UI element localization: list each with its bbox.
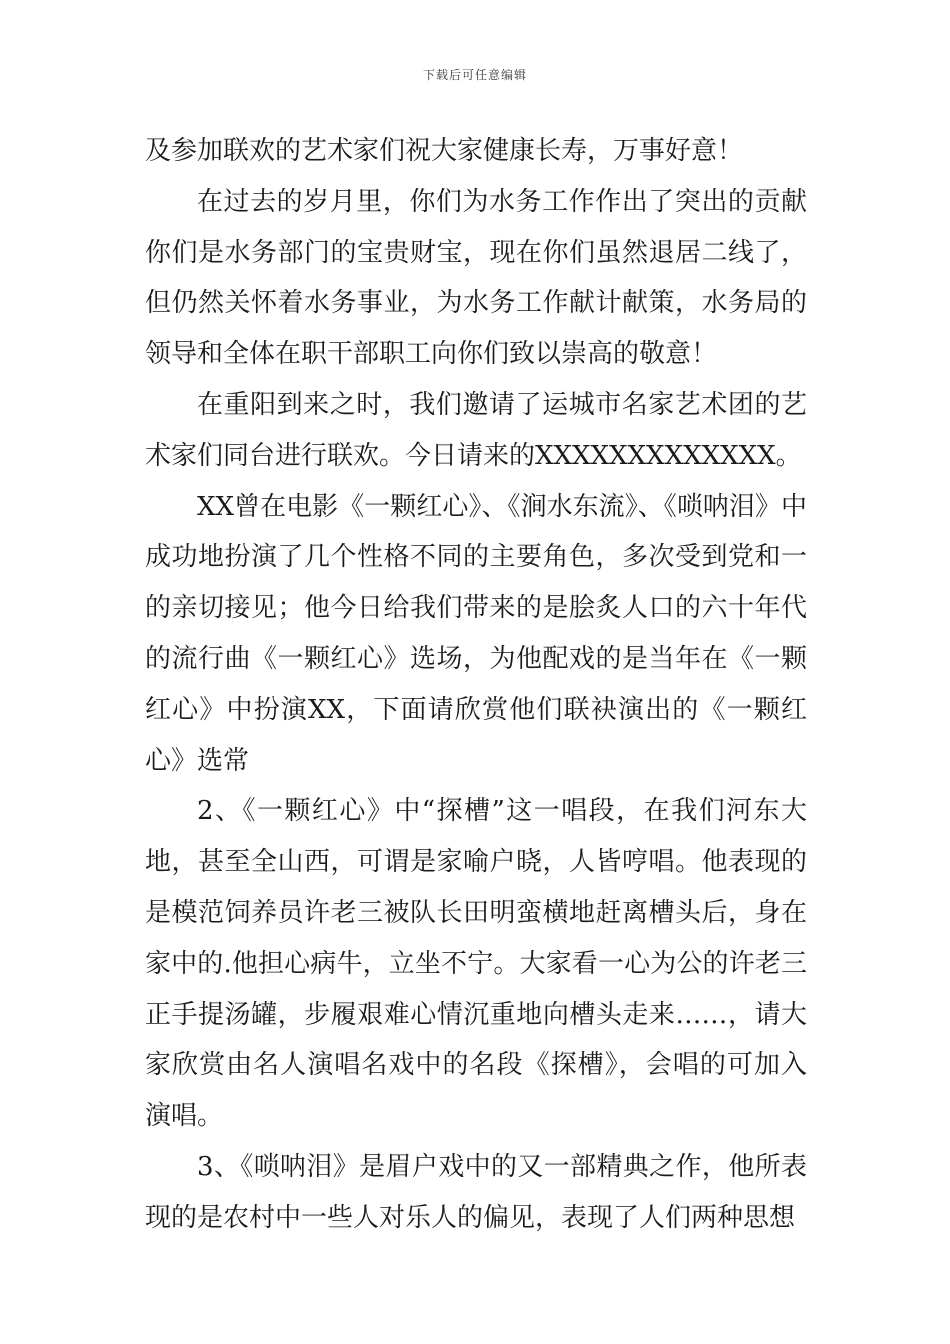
document-body — [145, 126, 807, 1244]
paragraph-4: XX曾在电影《一颗红心》、《涧水东流》、《唢呐泪》中成功地扮演了几个性格不同的主要角色，多次受到党和一的亲切接见；他今日给我们带来的是脍炙人口的六十年代的流行曲《一颗红心》选场，为他配戏的是当年在《一颗红心》中扮演XX，下面请欣赏他们联袂演出的《一颗红心》选常 — [145, 491, 807, 776]
paragraph-5: 2、《一颗红心》中“探槽”这一唱段，在我们河东大地，甚至全山西，可谓是家喻户晓，人皆哼唱。他表现的是模范饲养员许老三被队长田明蛮横地赶离槽头后，身在家中的.他担心病牛，立坐不宁。大家看一心为公的许老三正手提汤罐，步履艰难心情沉重地向槽头走来……，请大家欣赏由名人演唱名戏中的名段《探槽》，会唱的可加入演唱。 — [145, 796, 807, 1132]
paragraph-1: 及参加联欢的艺术家们祝大家健康长寿，万事好意！ — [145, 136, 744, 166]
paragraph-2: 在过去的岁月里，你们为水务工作作出了突出的贡献你们是水务部门的宝贵财宝，现在你们虽然退居二线了，但仍然关怀着水务事业，为水务工作献计献策，水务局的领导和全体在职干部职工向你们致以崇高的敬意！ — [145, 186, 807, 370]
header-note: 下载后可任意编辑 — [422, 68, 527, 82]
paragraph-3: 在重阳到来之时，我们邀请了运城市名家艺术团的艺术家们同台进行联欢。今日请来的XXXXXXXXXXXXX。 — [145, 389, 807, 471]
paragraph-6: 3、《唢呐泪》是眉户戏中的又一部精典之作，他所表现的是农村中一些人对乐人的偏见，表现了人们两种思想 — [145, 1151, 807, 1233]
